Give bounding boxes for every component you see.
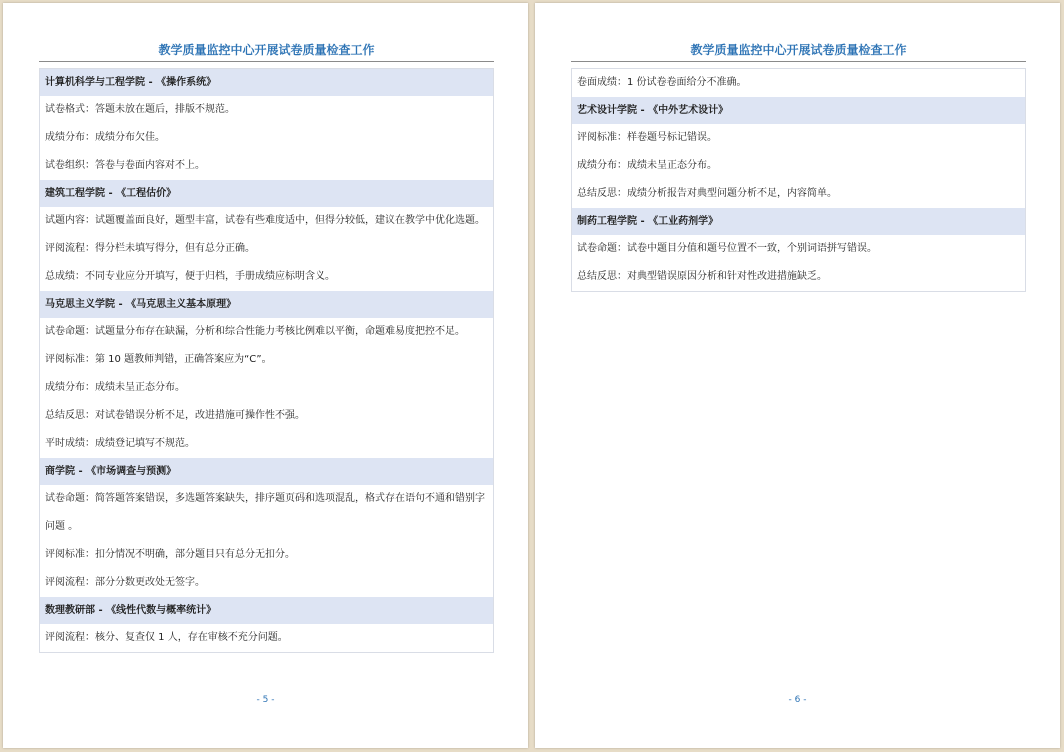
item-line: 试题内容：试题覆盖面良好，题型丰富，试卷有些难度适中，但得分较低，建议在教学中优化选题。	[45, 215, 485, 226]
item-line: 评阅流程：得分栏未填写得分，但有总分正确。	[45, 243, 255, 254]
page-number: - 6 -	[788, 695, 807, 705]
item-line: 成绩分布：成绩未呈正态分布。	[45, 382, 185, 393]
item-line: 卷面成绩：1 份试卷卷面给分不准确。	[577, 77, 747, 88]
section-heading: 计算机科学与工程学院 - 《操作系统》	[40, 69, 493, 96]
item-line: 评阅标准：扣分情况不明确，部分题目只有总分无扣分。	[45, 549, 295, 560]
item-line: 评阅流程：核分、复查仅 1 人，存在审核不充分问题。	[45, 632, 288, 643]
section-heading: 数理教研部 - 《线性代数与概率统计》	[40, 597, 493, 624]
section-heading: 制药工程学院 - 《工业药剂学》	[572, 208, 1025, 235]
page-6	[535, 3, 1060, 748]
item-line: 试卷命题：试题量分布存在缺漏，分析和综合性能力考核比例难以平衡，命题难易度把控不足。	[45, 326, 465, 337]
page-title: 教学质量监控中心开展试卷质量检查工作	[571, 41, 1026, 62]
section-heading: 艺术设计学院 - 《中外艺术设计》	[572, 97, 1025, 124]
item-line: 成绩分布：成绩未呈正态分布。	[577, 160, 717, 171]
section-heading: 马克思主义学院 - 《马克思主义基本原理》	[40, 291, 493, 318]
item-line: 试卷命题：简答题答案错误，多选题答案缺失，排序题页码和选项混乱，格式存在语句不通和错别字问题 。	[45, 493, 485, 532]
section-heading: 建筑工程学院 - 《工程估价》	[40, 180, 493, 207]
page-content	[571, 68, 1026, 292]
item-line: 评阅标准：第 10 题教师判错，正确答案应为“C”。	[45, 354, 272, 365]
page-number: - 5 -	[256, 695, 275, 705]
item-line: 平时成绩：成绩登记填写不规范。	[45, 438, 195, 449]
page-content	[39, 68, 494, 653]
item-line: 总成绩：不同专业应分开填写，便于归档，手册成绩应标明含义。	[45, 271, 335, 282]
item-line: 试卷格式：答题未放在题后，排版不规范。	[45, 104, 235, 115]
page-title: 教学质量监控中心开展试卷质量检查工作	[39, 41, 494, 62]
item-line: 评阅标准：样卷题号标记错误。	[577, 132, 717, 143]
item-line: 试卷命题：试卷中题目分值和题号位置不一致，个别词语拼写错误。	[577, 243, 877, 254]
item-line: 总结反思：成绩分析报告对典型问题分析不足，内容简单。	[577, 188, 837, 199]
item-line: 总结反思：对典型错误原因分析和针对性改进措施缺乏。	[577, 271, 827, 282]
section-heading: 商学院 - 《市场调查与预测》	[40, 458, 493, 485]
item-line: 试卷组织：答卷与卷面内容对不上。	[45, 160, 205, 171]
item-line: 评阅流程：部分分数更改处无签字。	[45, 577, 205, 588]
page-5	[3, 3, 528, 748]
item-line: 成绩分布：成绩分布欠佳。	[45, 132, 165, 143]
item-line: 总结反思：对试卷错误分析不足，改进措施可操作性不强。	[45, 410, 305, 421]
